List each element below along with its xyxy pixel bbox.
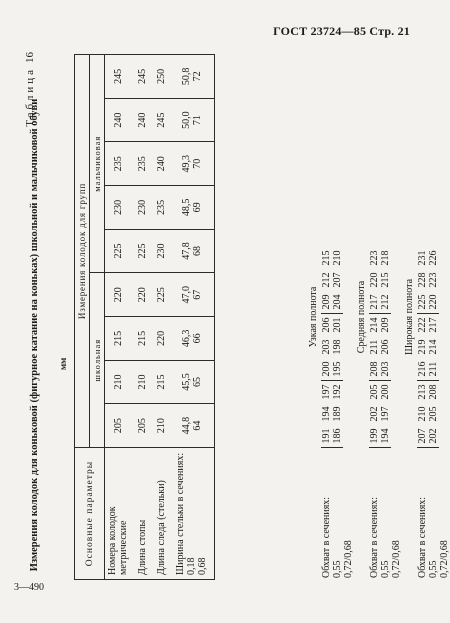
cell-value: 205 bbox=[112, 418, 124, 434]
cell-value: 49,3 bbox=[180, 154, 192, 173]
cell-value: 235 bbox=[112, 156, 124, 172]
section-label-line: 0,72/0,68 bbox=[391, 540, 402, 578]
cell-value: 195 bbox=[332, 361, 343, 377]
section-label-line: Обхват в сечениях: bbox=[321, 496, 332, 578]
section-title: Широкая полнота bbox=[404, 278, 415, 356]
cell-value: 206 bbox=[321, 317, 332, 333]
section-cell bbox=[321, 358, 343, 381]
section-cell bbox=[321, 291, 343, 314]
section-cell bbox=[369, 381, 391, 403]
section-cell bbox=[369, 314, 391, 336]
table-cell bbox=[173, 55, 210, 99]
cell-value: 223 bbox=[428, 272, 439, 288]
table-cell bbox=[173, 229, 210, 273]
table-cell bbox=[105, 142, 132, 186]
table-cell bbox=[154, 142, 169, 186]
section-cell bbox=[417, 314, 439, 336]
cell-value: 212 bbox=[321, 272, 332, 288]
cell-value: 194 bbox=[321, 406, 332, 422]
cell-value: 186 bbox=[332, 428, 343, 444]
section-row bbox=[369, 54, 402, 580]
cell-value: 203 bbox=[380, 361, 391, 377]
table-cell bbox=[105, 273, 132, 317]
cell-value: 200 bbox=[321, 361, 332, 377]
section-row bbox=[321, 54, 354, 580]
cell-value: 235 bbox=[156, 199, 167, 215]
cell-value: 240 bbox=[112, 112, 124, 128]
table-cell bbox=[105, 186, 132, 230]
cell-value: 198 bbox=[332, 339, 343, 355]
table-cell bbox=[135, 317, 150, 361]
table-cell bbox=[135, 360, 150, 404]
cell-value: 214 bbox=[369, 317, 380, 333]
row-label-line: Ширина стельки в сечениях: bbox=[175, 452, 186, 575]
cell-value: 215 bbox=[321, 250, 332, 266]
cell-value: 207 bbox=[332, 272, 343, 288]
row-label bbox=[135, 448, 150, 580]
cell-value: 217 bbox=[369, 294, 380, 310]
section-label-line: 0,72/0,68 bbox=[439, 540, 450, 578]
cell-value: 230 bbox=[137, 199, 148, 215]
cell-value: 50,8 bbox=[180, 67, 192, 86]
section-label-line: 0,55 bbox=[380, 560, 391, 578]
cell-value: 68 bbox=[191, 246, 203, 257]
cell-value: 192 bbox=[332, 384, 343, 400]
table-cell bbox=[173, 404, 210, 448]
row-label-line: Длина следа (стельки) bbox=[156, 480, 167, 575]
cell-value: 50,0 bbox=[180, 111, 192, 129]
table-cell bbox=[154, 229, 169, 273]
cell-value: 220 bbox=[369, 272, 380, 288]
cell-value: 226 bbox=[428, 250, 439, 266]
cell-value: 250 bbox=[156, 68, 167, 84]
section-title: Узкая полнота bbox=[308, 286, 319, 348]
section-label-line: 0,72/0,68 bbox=[343, 540, 354, 578]
cell-value: 245 bbox=[112, 68, 124, 84]
section-label-line: 0,55 bbox=[428, 560, 439, 578]
cell-value: 199 bbox=[369, 428, 380, 444]
cell-value: 205 bbox=[428, 406, 439, 422]
table-row bbox=[154, 55, 169, 580]
school-subheader: школьная bbox=[90, 273, 105, 448]
section-cell bbox=[321, 247, 343, 269]
cell-value: 235 bbox=[137, 156, 148, 172]
cell-value: 209 bbox=[380, 317, 391, 333]
cell-value: 225 bbox=[112, 243, 124, 259]
table-cell bbox=[105, 229, 132, 273]
table-cell bbox=[154, 360, 169, 404]
section-label bbox=[369, 448, 402, 580]
cell-value: 69 bbox=[191, 202, 203, 213]
table-cell bbox=[135, 273, 150, 317]
section-cell bbox=[417, 425, 439, 448]
cell-value: 65 bbox=[191, 377, 203, 388]
rotated-table-stage bbox=[24, 52, 450, 580]
cell-value: 218 bbox=[380, 250, 391, 266]
cell-value: 203 bbox=[321, 339, 332, 355]
section-cell bbox=[369, 269, 391, 291]
cell-value: 228 bbox=[417, 272, 428, 288]
section-cell bbox=[369, 336, 391, 358]
cell-value: 202 bbox=[369, 406, 380, 422]
cell-value: 215 bbox=[380, 272, 391, 288]
cell-value: 204 bbox=[332, 294, 343, 310]
row-spacer bbox=[210, 55, 215, 580]
section-cell bbox=[417, 336, 439, 358]
table-cell bbox=[135, 142, 150, 186]
cell-value: 230 bbox=[156, 243, 167, 259]
table-row bbox=[105, 55, 132, 580]
table-cell bbox=[105, 317, 132, 361]
section-label bbox=[321, 448, 354, 580]
section-title: Средняя полнота bbox=[356, 280, 367, 354]
cell-value: 225 bbox=[137, 243, 148, 259]
cell-value: 214 bbox=[428, 339, 439, 355]
table-cell bbox=[154, 317, 169, 361]
cell-value: 231 bbox=[417, 250, 428, 266]
cell-value: 210 bbox=[112, 374, 124, 390]
boys-subheader: мальчиковая bbox=[90, 55, 105, 273]
cell-value: 222 bbox=[417, 317, 428, 333]
table-cell bbox=[154, 273, 169, 317]
data-table bbox=[74, 54, 215, 580]
row-label bbox=[105, 448, 132, 580]
page-header: ГОСТ 23724—85 Стр. 21 bbox=[273, 24, 410, 38]
section-values bbox=[321, 247, 343, 448]
section-cell bbox=[321, 403, 343, 425]
cell-value: 71 bbox=[191, 115, 203, 126]
table-cell bbox=[135, 404, 150, 448]
cell-value: 191 bbox=[321, 428, 332, 444]
cell-value: 208 bbox=[369, 361, 380, 377]
cell-value: 212 bbox=[380, 294, 391, 310]
table-cell bbox=[105, 360, 132, 404]
table-cell bbox=[135, 55, 150, 99]
cell-value: 205 bbox=[369, 384, 380, 400]
cell-value: 225 bbox=[417, 294, 428, 310]
table-cell bbox=[173, 360, 210, 404]
section-cell bbox=[369, 403, 391, 425]
table-cell bbox=[173, 186, 210, 230]
cell-value: 208 bbox=[428, 384, 439, 400]
table-cell bbox=[135, 186, 150, 230]
cell-value: 225 bbox=[156, 287, 167, 303]
section-label bbox=[417, 448, 450, 580]
cell-value: 44,8 bbox=[180, 416, 192, 435]
section-cell bbox=[321, 425, 343, 448]
table-cell bbox=[173, 98, 210, 142]
cell-value: 47,0 bbox=[180, 285, 192, 304]
cell-value: 64 bbox=[191, 420, 203, 431]
cell-value: 197 bbox=[380, 406, 391, 422]
row-label-line: 0,68 bbox=[197, 557, 208, 575]
table-cell bbox=[154, 55, 169, 99]
cell-value: 210 bbox=[417, 406, 428, 422]
cell-value: 215 bbox=[112, 330, 124, 346]
cell-value: 220 bbox=[112, 287, 124, 303]
param-column-header: Основные параметры bbox=[75, 448, 105, 580]
section-row bbox=[417, 54, 450, 580]
table-cell bbox=[135, 98, 150, 142]
table-unit: мм bbox=[58, 357, 68, 370]
row-label-line: Длина стопы bbox=[137, 519, 148, 575]
cell-value: 215 bbox=[156, 374, 167, 390]
cell-value: 211 bbox=[369, 339, 380, 355]
cell-value: 217 bbox=[428, 317, 439, 333]
section-cell bbox=[321, 314, 343, 336]
table-cell bbox=[173, 273, 210, 317]
table-cell bbox=[173, 142, 210, 186]
cell-value: 210 bbox=[137, 374, 148, 390]
table-row bbox=[173, 55, 210, 580]
cell-value: 211 bbox=[428, 361, 439, 377]
group-column-header: Измерения колодок для групп bbox=[75, 55, 90, 448]
table-cell bbox=[154, 404, 169, 448]
section-cell bbox=[321, 336, 343, 358]
page-footer: 3—490 bbox=[14, 582, 44, 593]
cell-value: 210 bbox=[156, 418, 167, 434]
table-title: Измерения колодок для коньковой (фигурное катание на коньках) школьной и мальчиковой обуви bbox=[29, 98, 40, 572]
section-label-line: Обхват в сечениях: bbox=[369, 496, 380, 578]
cell-value: 207 bbox=[417, 428, 428, 444]
table-row bbox=[135, 55, 150, 580]
table-label: Таблица bbox=[24, 67, 36, 127]
cell-value: 48,5 bbox=[180, 198, 192, 217]
section-cell bbox=[417, 403, 439, 425]
cell-value: 215 bbox=[137, 330, 148, 346]
cell-value: 66 bbox=[191, 333, 203, 344]
cell-value: 70 bbox=[191, 158, 203, 169]
section-cell bbox=[417, 269, 439, 291]
cell-value: 45,5 bbox=[180, 373, 192, 391]
cell-value: 245 bbox=[137, 68, 148, 84]
table-cell bbox=[154, 98, 169, 142]
section-cell bbox=[417, 358, 439, 381]
table-cell bbox=[154, 186, 169, 230]
cell-value: 201 bbox=[332, 317, 343, 333]
cell-value: 189 bbox=[332, 406, 343, 422]
table-cell bbox=[173, 317, 210, 361]
table-cell bbox=[135, 229, 150, 273]
section-cell bbox=[321, 381, 343, 403]
cell-value: 200 bbox=[380, 384, 391, 400]
cell-value: 219 bbox=[417, 339, 428, 355]
section-values bbox=[369, 247, 391, 448]
section-cell bbox=[369, 247, 391, 269]
cell-value: 46,3 bbox=[180, 329, 192, 348]
section-cell bbox=[417, 247, 439, 269]
section-cell bbox=[369, 291, 391, 314]
cell-value: 210 bbox=[332, 250, 343, 266]
section-label-line: 0,55 bbox=[332, 560, 343, 578]
cell-value: 202 bbox=[428, 428, 439, 444]
table-cell bbox=[105, 404, 132, 448]
section-cell bbox=[417, 291, 439, 314]
cell-value: 205 bbox=[137, 418, 148, 434]
cell-value: 67 bbox=[191, 289, 203, 300]
section-cell bbox=[321, 269, 343, 291]
cell-value: 206 bbox=[380, 339, 391, 355]
row-label bbox=[173, 448, 210, 580]
cell-value: 223 bbox=[369, 250, 380, 266]
cell-value: 47,8 bbox=[180, 242, 192, 260]
cell-value: 209 bbox=[321, 294, 332, 310]
row-label-line: 0,18 bbox=[186, 557, 197, 575]
girth-sections bbox=[306, 54, 450, 580]
table-number: 16 bbox=[24, 52, 36, 63]
section-cell bbox=[417, 381, 439, 403]
cell-value: 72 bbox=[191, 71, 203, 82]
row-label bbox=[154, 448, 169, 580]
cell-value: 220 bbox=[156, 330, 167, 346]
cell-value: 230 bbox=[112, 199, 124, 215]
cell-value: 245 bbox=[156, 112, 167, 128]
cell-value: 220 bbox=[137, 287, 148, 303]
table-cell bbox=[105, 98, 132, 142]
row-label-line: Номера колодок метрические bbox=[107, 506, 129, 575]
section-values bbox=[417, 247, 439, 448]
cell-value: 240 bbox=[137, 112, 148, 128]
section-cell bbox=[369, 425, 391, 448]
section-cell bbox=[369, 358, 391, 381]
section-label-line: Обхват в сечениях: bbox=[417, 496, 428, 578]
cell-value: 216 bbox=[417, 361, 428, 377]
table-cell bbox=[105, 55, 132, 99]
cell-value: 194 bbox=[380, 428, 391, 444]
cell-value: 240 bbox=[156, 156, 167, 172]
cell-value: 213 bbox=[417, 384, 428, 400]
cell-value: 197 bbox=[321, 384, 332, 400]
cell-value: 220 bbox=[428, 294, 439, 310]
table-body bbox=[105, 55, 215, 580]
